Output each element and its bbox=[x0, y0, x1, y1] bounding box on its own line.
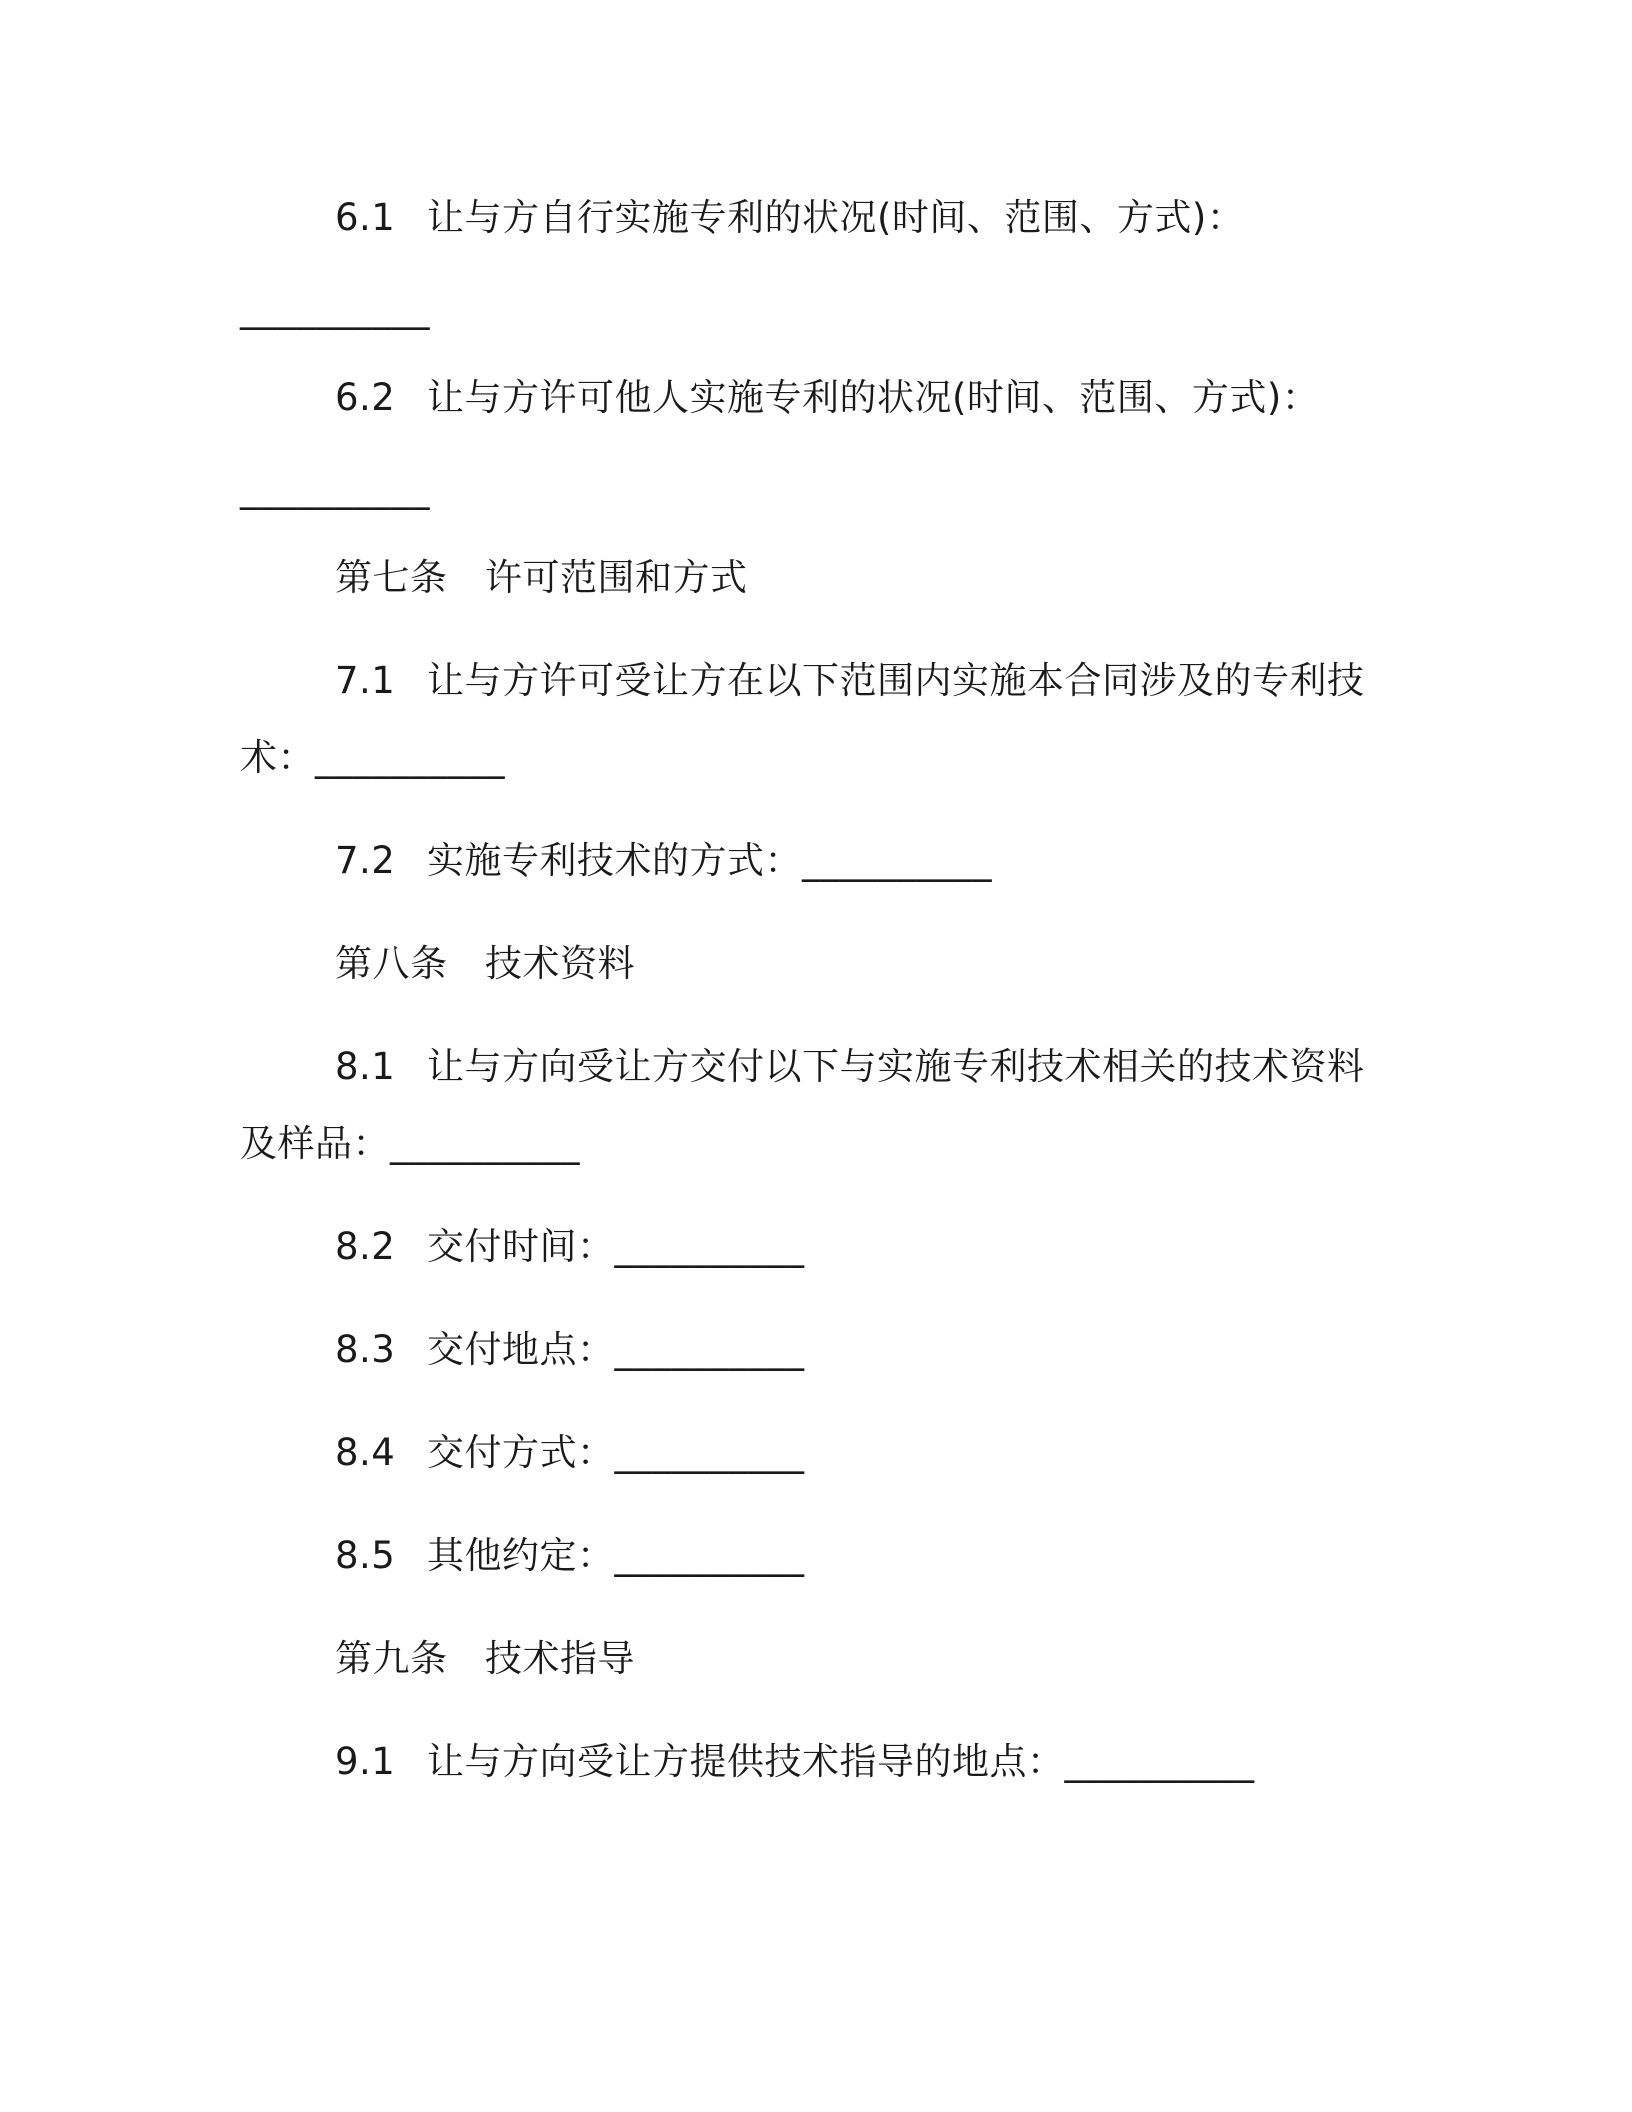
clause-8-3 bbox=[335, 1325, 1485, 1375]
clause-text: 实施专利技术的方式：__________ bbox=[427, 839, 992, 882]
clause-8-1 bbox=[335, 1042, 1485, 1092]
clause-number: 7.2 bbox=[335, 839, 396, 882]
article-9-heading bbox=[335, 1634, 1485, 1684]
clause-6-2 bbox=[335, 373, 1485, 423]
clause-9-1 bbox=[335, 1737, 1485, 1787]
clause-text: 交付地点：__________ bbox=[427, 1328, 805, 1371]
clause-6-1 bbox=[335, 193, 1485, 243]
clause-number: 9.1 bbox=[335, 1740, 396, 1783]
article-title: 技术资料 bbox=[485, 942, 635, 985]
blank-line bbox=[240, 284, 1390, 334]
clause-text: 让与方许可受让方在以下范围内实施本合同涉及的专利技 bbox=[427, 659, 1365, 702]
clause-text: 让与方向受让方提供技术指导的地点：__________ bbox=[427, 1740, 1255, 1783]
clause-8-2 bbox=[335, 1222, 1485, 1272]
article-title: 许可范围和方式 bbox=[485, 556, 748, 599]
clause-8-4 bbox=[335, 1428, 1485, 1478]
clause-text: 让与方许可他人实施专利的状况(时间、范围、方式)： bbox=[427, 376, 1320, 419]
article-number: 第八条 bbox=[335, 942, 448, 985]
fill-in-blank: __________ bbox=[240, 467, 430, 510]
clause-text: 让与方向受让方交付以下与实施专利技术相关的技术资料 bbox=[427, 1045, 1365, 1088]
clause-7-1 bbox=[335, 656, 1485, 706]
clause-text: 术：__________ bbox=[240, 736, 505, 779]
clause-number: 8.3 bbox=[335, 1328, 396, 1371]
blank-line bbox=[240, 464, 1390, 514]
article-number: 第七条 bbox=[335, 556, 448, 599]
fill-in-blank: __________ bbox=[240, 287, 430, 330]
clause-text: 让与方自行实施专利的状况(时间、范围、方式)： bbox=[427, 196, 1245, 239]
clause-7-2 bbox=[335, 836, 1485, 886]
clause-number: 6.1 bbox=[335, 196, 396, 239]
article-number: 第九条 bbox=[335, 1637, 448, 1680]
clause-text: 交付时间：__________ bbox=[427, 1225, 805, 1268]
clause-number: 8.4 bbox=[335, 1431, 396, 1474]
clause-text: 其他约定：__________ bbox=[427, 1534, 805, 1577]
article-7-heading bbox=[335, 553, 1485, 603]
clause-7-1-continued bbox=[240, 733, 1390, 783]
clause-8-1-continued bbox=[240, 1119, 1390, 1169]
article-title: 技术指导 bbox=[485, 1637, 635, 1680]
clause-text: 交付方式：__________ bbox=[427, 1431, 805, 1474]
article-8-heading bbox=[335, 939, 1485, 989]
clause-number: 8.1 bbox=[335, 1045, 396, 1088]
clause-number: 8.5 bbox=[335, 1534, 396, 1577]
clause-number: 6.2 bbox=[335, 376, 396, 419]
clause-number: 7.1 bbox=[335, 659, 396, 702]
clause-8-5 bbox=[335, 1531, 1485, 1581]
clause-text: 及样品：__________ bbox=[240, 1122, 580, 1165]
clause-number: 8.2 bbox=[335, 1225, 396, 1268]
